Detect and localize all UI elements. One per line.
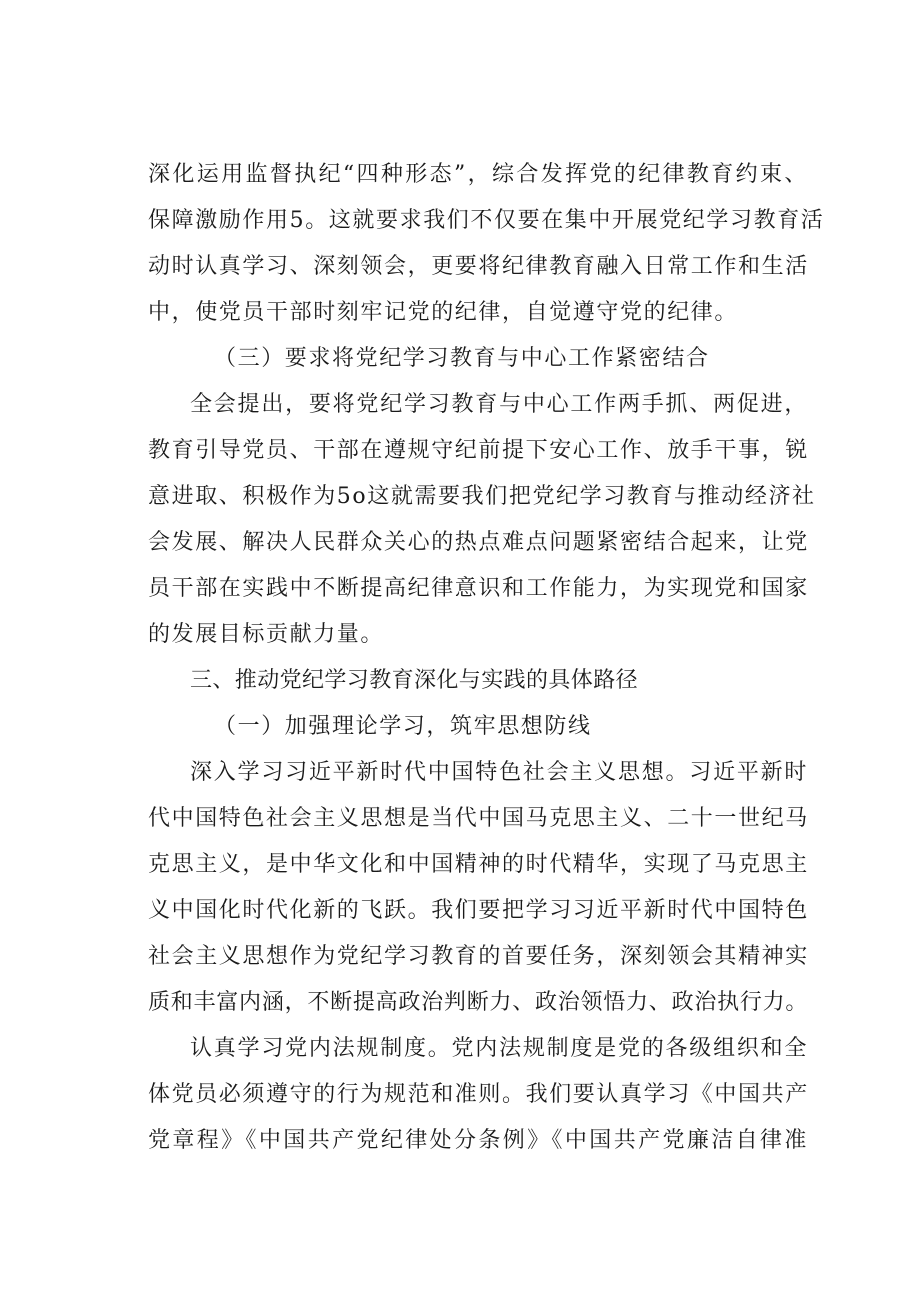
paragraph-line: 质和丰富内涵，不断提高政治判断力、政治领悟力、政治执行力。 xyxy=(148,990,808,1015)
paragraph-line: 全会提出，要将党纪学习教育与中心工作两手抓、两促进， xyxy=(190,392,808,417)
paragraph-line: 意进取、积极作为5o这就需要我们把党纪学习教育与推动经济社 xyxy=(148,484,816,509)
paragraph-line: 员干部在实践中不断提高纪律意识和工作能力，为实现党和国家 xyxy=(148,576,809,601)
paragraph-line: 代中国特色社会主义思想是当代中国马克思主义、二十一世纪马 xyxy=(148,806,809,831)
paragraph-line: 动时认真学习、深刻领会，更要将纪律教育融入日常工作和生活 xyxy=(148,254,809,279)
paragraph-line: 中，使党员干部时刻牢记党的纪律，自觉遵守党的纪律。 xyxy=(148,300,739,325)
paragraph-line: 深化运用监督执纪“四种形态”，综合发挥党的纪律教育约束、 xyxy=(148,162,808,187)
paragraph-line: 社会主义思想作为党纪学习教育的首要任务，深刻领会其精神实 xyxy=(148,944,809,969)
subsection-heading: （三）要求将党纪学习教育与中心工作紧密结合 xyxy=(214,346,710,371)
paragraph-line: 深入学习习近平新时代中国特色社会主义思想。习近平新时 xyxy=(190,760,808,785)
paragraph-line: 义中国化时代化新的飞跃。我们要把学习习近平新时代中国特色 xyxy=(148,898,809,923)
paragraph-line: 克思主义，是中华文化和中国精神的时代精华，实现了马克思主 xyxy=(148,852,809,877)
paragraph-line: 的发展目标贡献力量。 xyxy=(148,622,385,647)
paragraph-line: 党章程》《中国共产党纪律处分条例》《中国共产党廉洁自律准 xyxy=(148,1128,808,1153)
section-heading: 三、推动党纪学习教育深化与实践的具体路径 xyxy=(190,668,639,693)
paragraph-line: 会发展、解决人民群众关心的热点难点问题紧密结合起来，让党 xyxy=(148,530,809,555)
paragraph-line: 体党员必须遵守的行为规范和准则。我们要认真学习《中国共产 xyxy=(148,1082,809,1107)
paragraph-line: 认真学习党内法规制度。党内法规制度是党的各级组织和全 xyxy=(190,1036,808,1061)
paragraph-line: 教育引导党员、干部在遵规守纪前提下安心工作、放手干事，锐 xyxy=(148,438,809,463)
subsection-heading: （一）加强理论学习，筑牢思想防线 xyxy=(214,714,592,739)
paragraph-line: 保障激励作用5。这就要求我们不仅要在集中开展党纪学习教育活 xyxy=(148,208,825,233)
